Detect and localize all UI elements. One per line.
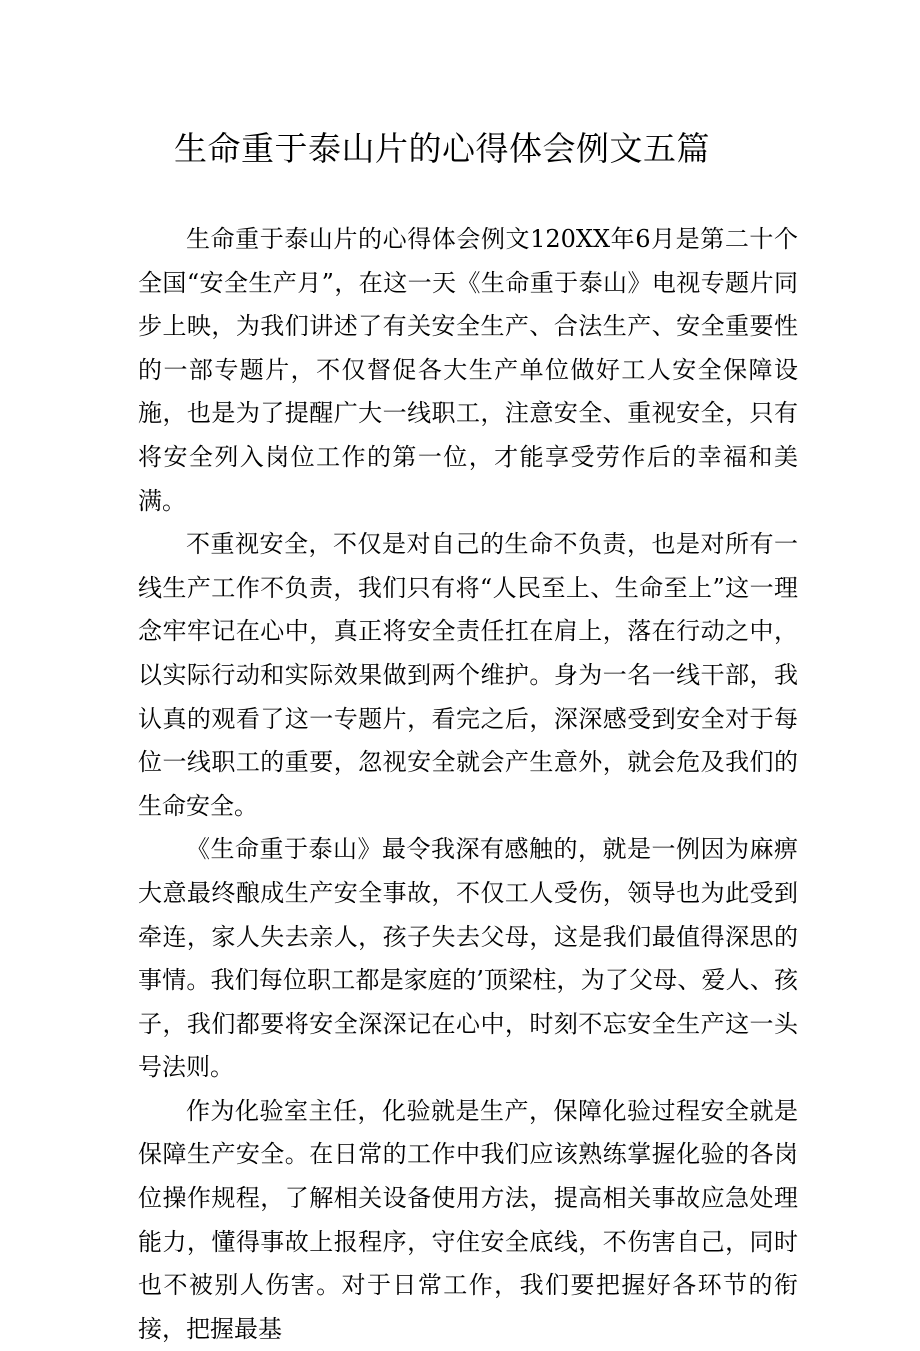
- document-title: 生命重于泰山片的心得体会例文五篇: [174, 129, 710, 168]
- document-body: [138, 218, 798, 1351]
- paragraph-1: 生命重于泰山片的心得体会例文120XX年6月是第二十个全国“安全生产月”，在这一天《生命重于泰山》电视专题片同步上映，为我们讲述了有关安全生产、合法生产、安全重要性的一部专题片，不仅督促各大生产单位做好工人安全保障设施，也是为了提醒广大一线职工，注意安全、重视安全，只有将安全列入岗位工作的第一位，才能享受劳作后的幸福和美满。: [138, 225, 798, 515]
- paragraph-2: 不重视安全，不仅是对自己的生命不负责，也是对所有一线生产工作不负责，我们只有将“人民至上、生命至上”这一理念牢牢记在心中，真正将安全责任扛在肩上，落在行动之中，以实际行动和实际效果做到两个维护。身为一名一线干部，我认真的观看了这一专题片，看完之后，深深感受到安全对于每位一线职工的重要，忽视安全就会产生意外，就会危及我们的生命安全。: [138, 530, 798, 820]
- paragraph-4: 作为化验室主任，化验就是生产，保障化验过程安全就是保障生产安全。在日常的工作中我们应该熟练掌握化验的各岗位操作规程，了解相关设备使用方法，提高相关事故应急处理能力，懂得事故上报程序，守住安全底线，不伤害自己，同时也不被别人伤害。对于日常工作，我们要把握好各环节的衔接，把握最基: [138, 1096, 798, 1343]
- paragraph-3: 《生命重于泰山》最令我深有感触的，就是一例因为麻痹大意最终酿成生产安全事故，不仅工人受伤，领导也为此受到牵连，家人失去亲人，孩子失去父母，这是我们最值得深思的事情。我们每位职工都是家庭的’顶梁柱，为了父母、爱人、孩子，我们都要将安全深深记在心中，时刻不忘安全生产这一头号法则。: [138, 835, 798, 1082]
